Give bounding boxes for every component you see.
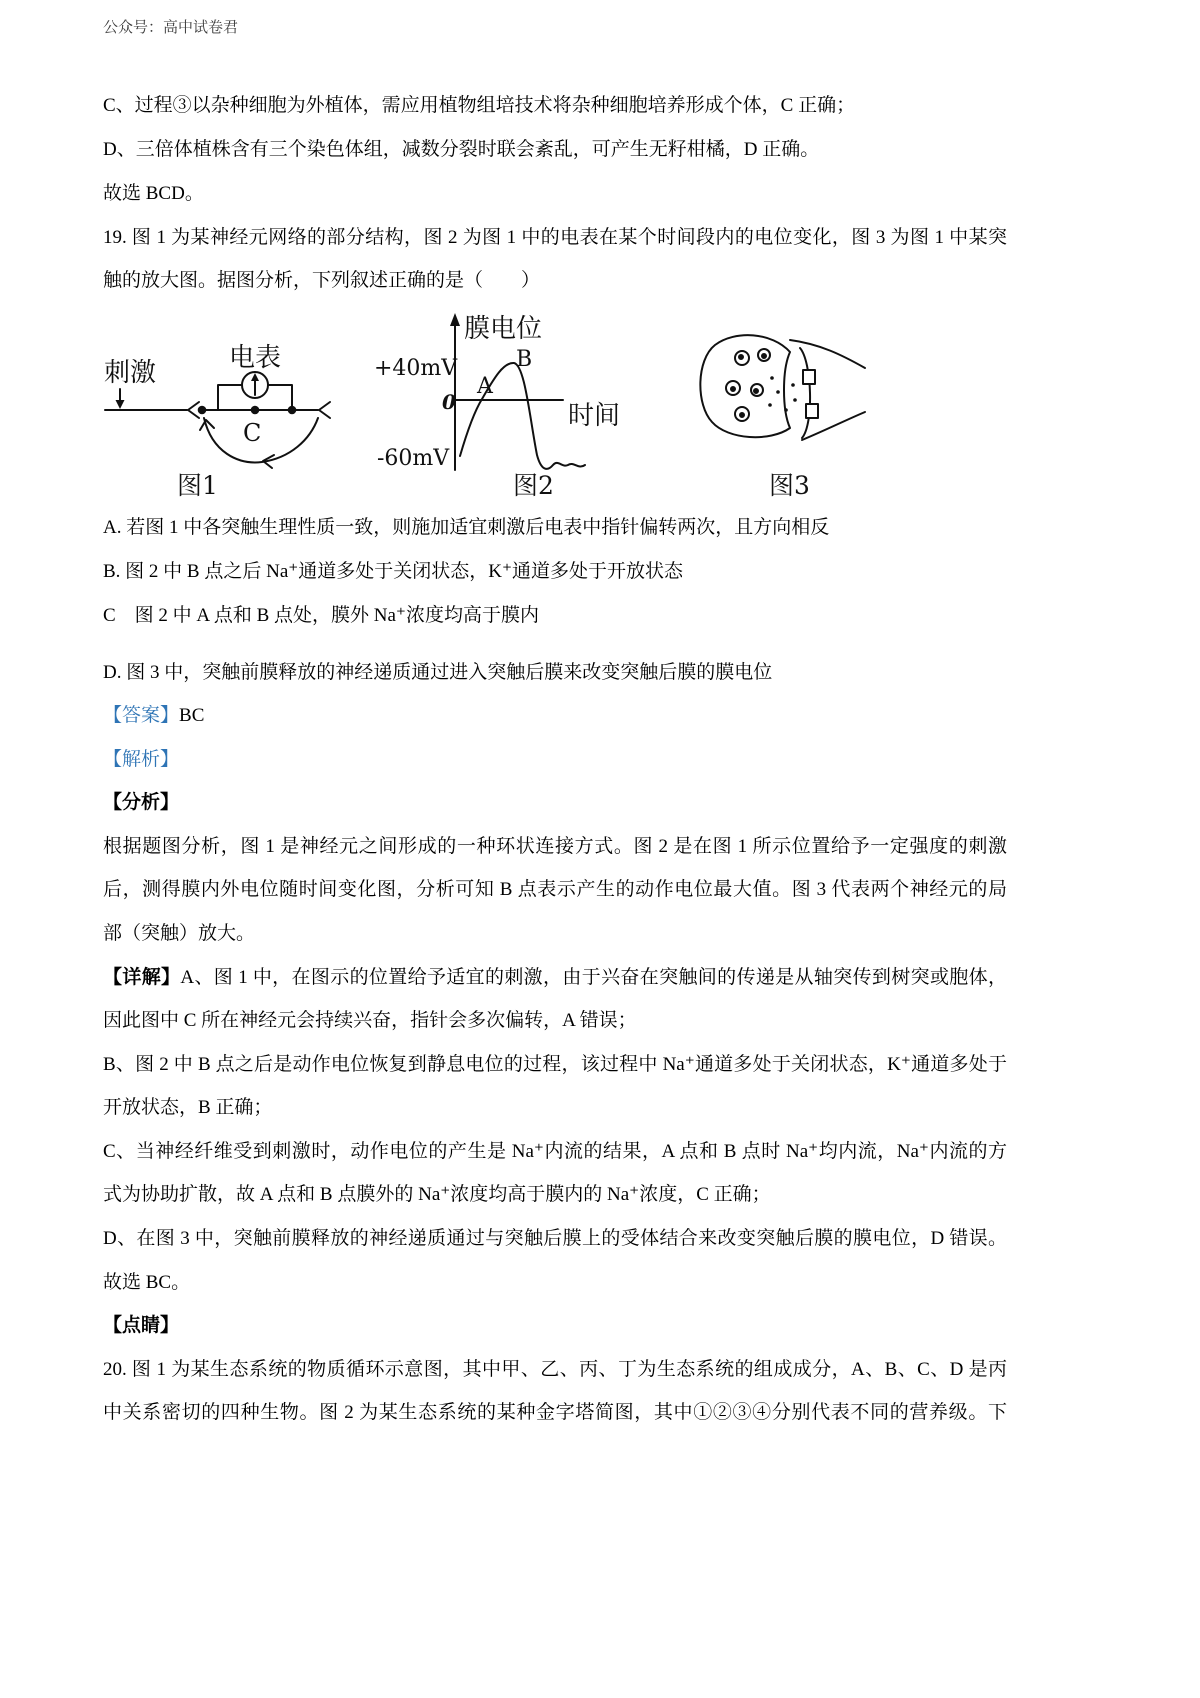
q20-stem-line-2: 中关系密切的四种生物。图 2 为某生态系统的某种金字塔简图，其中①②③④分别代表不同的营养级。下 xyxy=(103,1402,1007,1423)
q20-stem-line-1: 20. 图 1 为某生态系统的物质循环示意图，其中甲、乙、丙、丁为生态系统的组成成分，A、B、C、D 是丙 xyxy=(103,1359,1007,1380)
q19-stem-line-2: 触的放大图。据图分析，下列叙述正确的是（ ） xyxy=(103,270,541,291)
point-a-label: A xyxy=(477,374,493,399)
galvanometer-needle-head xyxy=(251,373,259,381)
option-c: C 图 2 中 A 点和 B 点处，膜外 Na⁺浓度均高于膜内 xyxy=(103,605,539,626)
detail-line-1 xyxy=(103,963,1007,993)
y-axis-arrowhead xyxy=(450,313,460,326)
vesicle-content xyxy=(731,387,735,391)
detail-line-2: 因此图中 C 所在神经元会持续兴奋，指针会多次偏转，A 错误； xyxy=(103,1010,637,1031)
figure-3 xyxy=(700,335,865,500)
q19-stem-line-1: 19. 图 1 为某神经元网络的部分结构，图 2 为图 1 中的电表在某个时间段内的电位变化，图 3 为图 1 中某突 xyxy=(103,227,1007,248)
answer-label: 【答案】 xyxy=(103,705,180,726)
stimulus-arrowhead xyxy=(116,400,125,409)
stimulus-label: 刺激 xyxy=(104,358,157,388)
meter-label: 电表 xyxy=(229,343,282,373)
y-tick-zero: 0 xyxy=(442,390,456,414)
neurotransmitter xyxy=(793,398,797,402)
vesicle-content xyxy=(754,389,758,393)
analysis-line-3: 部（突触）放大。 xyxy=(103,923,256,944)
neurotransmitter xyxy=(768,403,772,407)
junction-point xyxy=(199,407,206,414)
vesicle-content xyxy=(739,355,743,359)
detail-line-4: 开放状态，B 正确； xyxy=(103,1097,273,1118)
source-account-header: 公众号：高中试卷君 xyxy=(103,18,239,36)
q18-explanation-c: C、过程③以杂种细胞为外植体，需应用植物组培技术将杂种细胞培养形成个体，C 正确； xyxy=(103,95,856,116)
electrode-point-left xyxy=(252,407,259,414)
postsynaptic-neuron-top xyxy=(790,340,865,368)
detail-line-6: 式为协助扩散，故 A 点和 B 点膜外的 Na⁺浓度均高于膜内的 Na⁺浓度，C 正确； xyxy=(103,1184,771,1205)
point-b-label: B xyxy=(516,347,533,372)
detail-conclusion: 故选 BC。 xyxy=(103,1272,191,1293)
dianjing-label: 【点睛】 xyxy=(103,1315,180,1336)
detail-line-7: D、在图 3 中，突触前膜释放的神经递质通过与突触后膜上的受体结合来改变突触后膜的膜电位，D 错误。 xyxy=(103,1228,1007,1249)
detail-line-3: B、图 2 中 B 点之后是动作电位恢复到静息电位的过程，该过程中 Na⁺通道多处于关闭状态，K⁺通道多处于 xyxy=(103,1054,1007,1075)
analysis-label: 【分析】 xyxy=(103,792,180,813)
vesicle-content xyxy=(740,413,744,417)
detail-text: A、图 1 中，在图示的位置给予适宜的刺激，由于兴奋在突触间的传递是从轴突传到树突或胞体， xyxy=(180,967,1007,988)
postsynaptic-membrane xyxy=(800,348,810,438)
figure-3-caption: 图3 xyxy=(769,471,810,500)
detail-label: 【详解】 xyxy=(103,967,181,988)
y-tick-bottom: -60mV xyxy=(377,446,450,471)
q18-conclusion: 故选 BCD。 xyxy=(103,183,204,204)
neurotransmitter xyxy=(791,383,795,387)
neurotransmitter xyxy=(784,408,788,412)
presynaptic-terminal xyxy=(700,335,790,437)
answer-value: BC xyxy=(179,705,205,726)
neurotransmitter xyxy=(776,390,780,394)
option-b: B. 图 2 中 B 点之后 Na⁺通道多处于关闭状态，K⁺通道多处于开放状态 xyxy=(103,561,684,582)
figure-2-caption: 图2 xyxy=(513,471,554,500)
vesicle-content xyxy=(762,354,766,358)
x-axis-label: 时间 xyxy=(568,401,621,431)
option-a: A. 若图 1 中各突触生理性质一致，则施加适宜刺激后电表中指针偏转两次，且方向相反 xyxy=(103,517,830,538)
option-d: D. 图 3 中，突触前膜释放的神经递质通过进入突触后膜来改变突触后膜的膜电位 xyxy=(103,662,773,683)
neurotransmitter xyxy=(770,376,774,380)
figure-2 xyxy=(374,313,620,500)
meter-wire-right xyxy=(268,385,292,410)
meter-wire-left xyxy=(218,385,242,410)
detail-line-5: C、当神经纤维受到刺激时，动作电位的产生是 Na⁺内流的结果，A 点和 B 点时 Na⁺均内流，Na⁺内流的方 xyxy=(103,1141,1007,1162)
analysis-line-2: 后，测得膜内外电位随时间变化图，分析可知 B 点表示产生的动作电位最大值。图 3 代表两个神经元的局 xyxy=(103,879,1007,900)
output-synapse xyxy=(319,402,330,418)
y-tick-top: +40mV xyxy=(374,356,458,381)
analysis-line-1: 根据题图分析，图 1 是神经元之间形成的一种环状连接方式。图 2 是在图 1 所示位置给予一定强度的刺激 xyxy=(103,836,1007,857)
receptor xyxy=(806,404,818,418)
figure-1-caption: 图1 xyxy=(177,471,218,500)
figure-1 xyxy=(104,343,330,500)
y-axis-label: 膜电位 xyxy=(464,314,543,344)
point-c-label: C xyxy=(243,419,262,447)
input-synapse xyxy=(188,402,199,418)
q18-explanation-d: D、三倍体植株含有三个染色体组，减数分裂时联会紊乱，可产生无籽柑橘，D 正确。 xyxy=(103,139,820,160)
receptor xyxy=(803,370,815,384)
jiexi-label: 【解析】 xyxy=(103,749,180,770)
answer-line xyxy=(103,701,1007,731)
q19-figures xyxy=(0,300,1000,510)
